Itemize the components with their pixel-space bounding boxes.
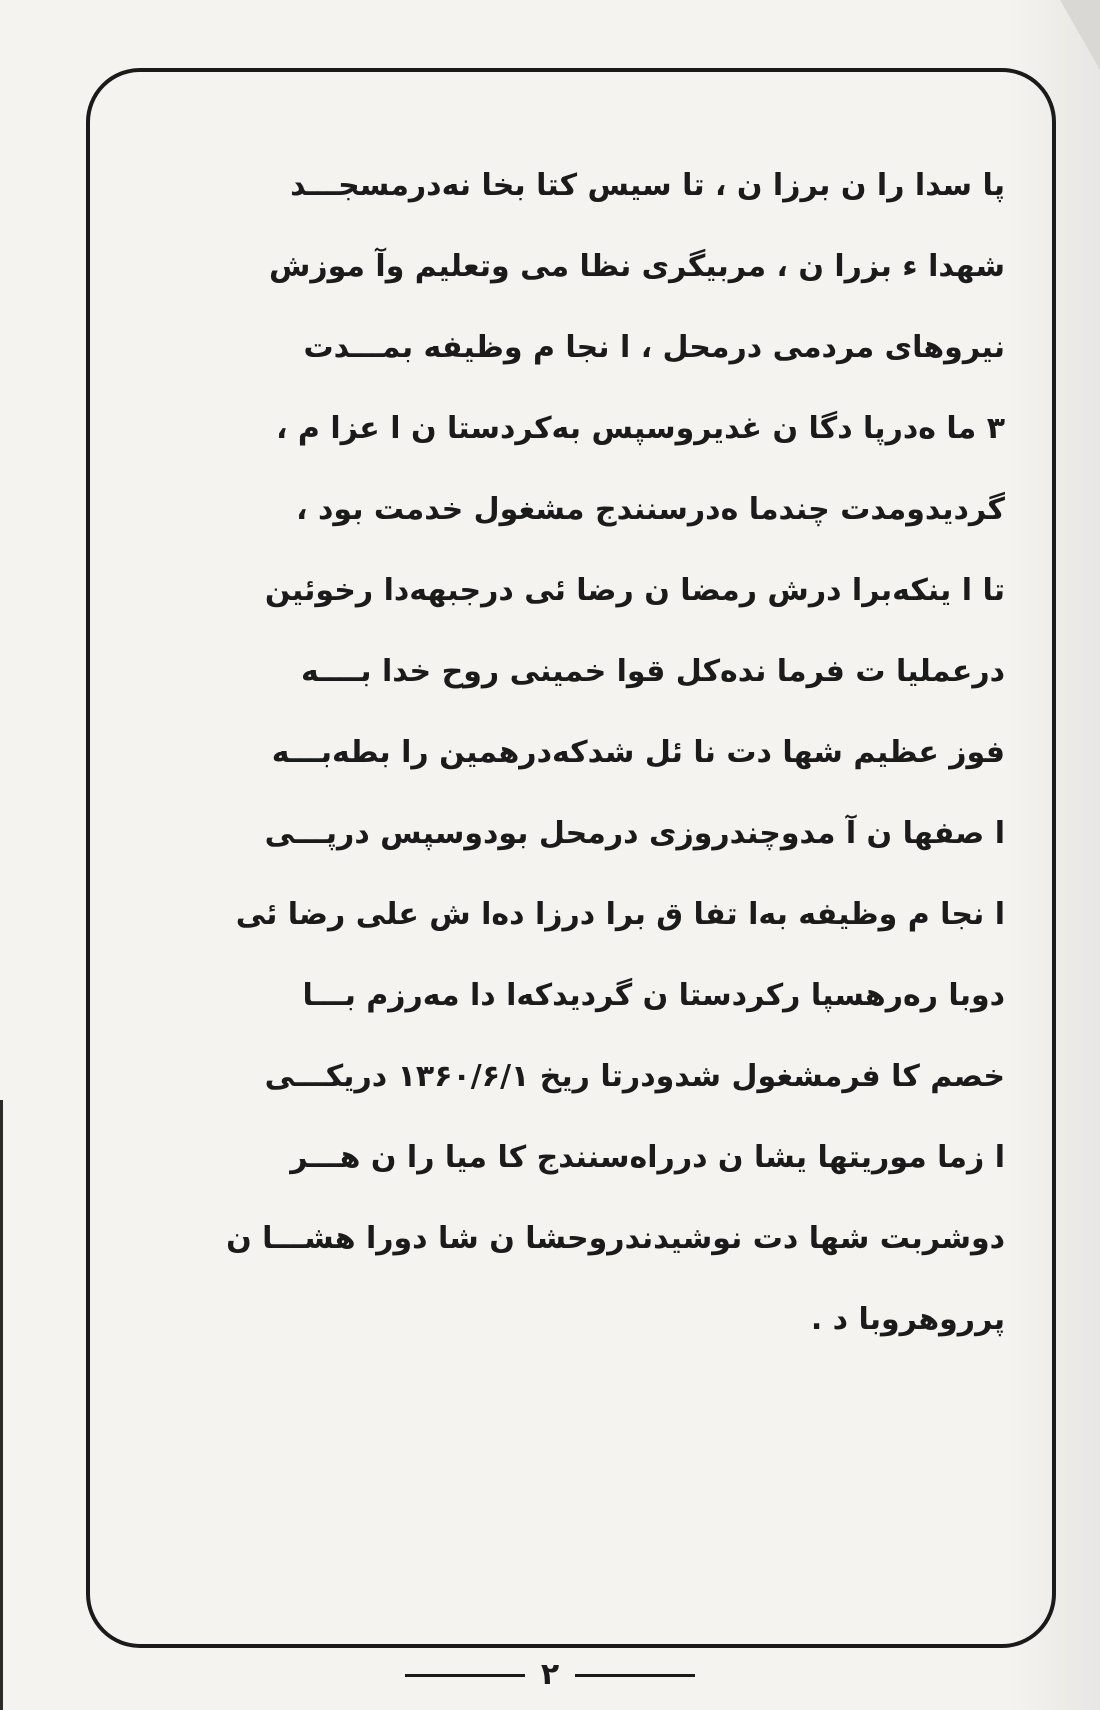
text-line: پا سدا را ن برزا ن ، تا سیس کتا بخا نه‌درمسجـــد — [290, 168, 1005, 203]
text-line: ۳ ما ه‌درپا دگا ن غدیروسپس به‌کردستا ن ا عزا م ، — [276, 411, 1005, 446]
page-footer — [0, 1655, 1100, 1695]
text-line: خصم کا فرمشغول شدودرتا ریخ ۱۳۶۰/۶/۱ دریکـــی — [264, 1059, 1005, 1094]
text-line: ا زما موریتها یشا ن درراه‌سنندج کا میا را ن هـــر — [290, 1140, 1005, 1175]
page-number: ۲ — [540, 1657, 560, 1692]
text-line: پرروهروبا د . — [810, 1302, 1005, 1337]
text-line: فوز عظیم شها دت نا ئل شدکه‌درهمین را بطه‌بـــه — [271, 735, 1005, 770]
text-line: نیروهای مردمی درمحل ، ا نجا م وظیفه‌ بمـــدت — [303, 330, 1005, 365]
text-line: تا ا ینکه‌برا درش رمضا ن رضا ئی درجبهه‌دا رخوئین — [264, 573, 1005, 608]
text-line: گردیدومدت چندما ه‌درسنندج مشغول خدمت بود ، — [296, 492, 1005, 527]
page-fold-corner — [1060, 0, 1100, 70]
footer-rule-right — [575, 1674, 695, 1677]
text-line: دوبا ره‌رهسپا رکردستا ن گردیدکه‌ا دا مه‌رزم بـــا — [302, 978, 1005, 1013]
text-line: دوشربت شها دت نوشیدندروحشا ن شا دورا هشـــا ن — [226, 1221, 1005, 1256]
text-line: درعملیا ت فرما نده‌کل قوا خمینی روح خدا بــــه — [301, 654, 1005, 689]
body-text — [100, 145, 1005, 1360]
text-line: شهدا ء بزرا ن ، مربیگری نظا می وتعلیم وآ موزش — [268, 249, 1005, 284]
text-line: ا نجا م وظیفه‌ به‌ا تفا ق برا درزا ده‌ا ش علی رضا ئی — [235, 897, 1005, 932]
text-line: ا صفها ن آ مدوچندروزی درمحل بودوسپس درپـــی — [264, 816, 1005, 851]
footer-rule-left — [405, 1674, 525, 1677]
page-left-edge — [0, 1100, 3, 1710]
